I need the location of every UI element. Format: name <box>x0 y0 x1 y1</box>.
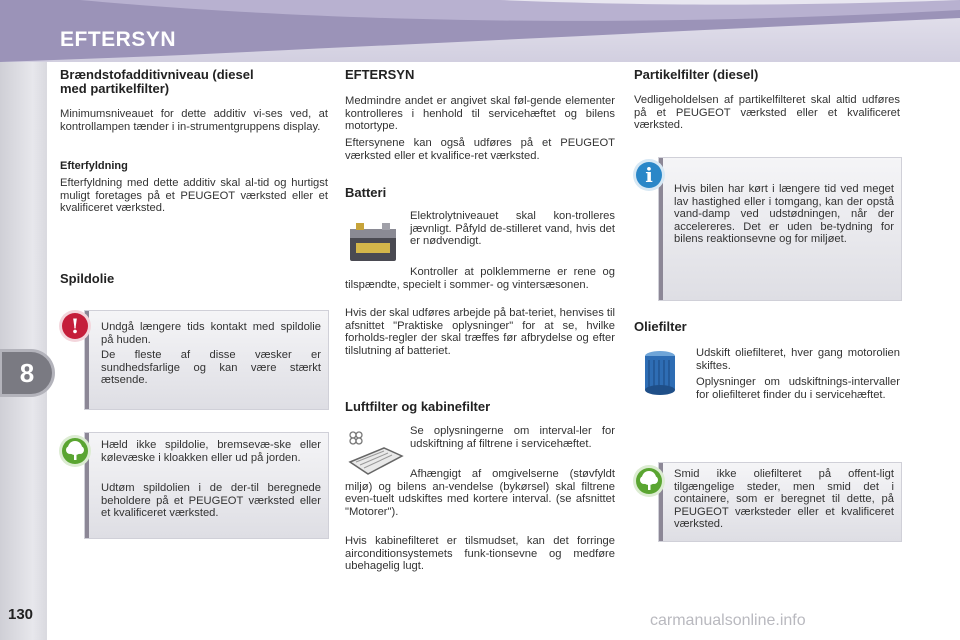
eco-spill-text-1: Hæld ikke spildolie, bremsevæ-ske eller kølevæske i kloakken eller ud på jorden. <box>101 439 321 464</box>
battery-title: Batteri <box>345 185 387 200</box>
info-box <box>658 157 902 301</box>
particle-filter-title: Partikelfilter (diesel) <box>634 67 759 82</box>
eco-spill-text-2: Udtøm spildolien i de der-til beregnede beholdere på et PEUGEOT værksted eller et kvalificeret værksted. <box>101 482 321 520</box>
page-title: EFTERSYN <box>60 28 177 51</box>
chapter-sidebar <box>0 62 47 640</box>
chapter-tab[interactable] <box>2 352 52 394</box>
info-icon: i <box>636 162 662 188</box>
spill-oil-title: Spildolie <box>60 271 115 286</box>
refill-text: Efterfyldning med dette additiv skal al-tid og hurtigst muligt foretages på et PEUGEOT værksted eller et kvalificeret værksted. <box>60 177 328 215</box>
chapter-number: 8 <box>19 358 35 388</box>
oil-filter-image <box>640 348 680 403</box>
filter-text-1: Se oplysningerne om interval-ler for udskiftning af filtrene i servicehæftet. <box>410 425 615 450</box>
additive-text: Minimumsniveauet for dette additiv vi-ses ved, at kontrollampen tænder i in-strumentgruppens display. <box>60 108 328 133</box>
oil-filter-text-2: Oplysninger om udskiftnings-intervaller for oliefilteret finder du i servicehæftet. <box>696 376 900 401</box>
warning-box <box>84 310 329 410</box>
oil-filter-title: Oliefilter <box>634 319 687 334</box>
battery-text-3: Hvis der skal udføres arbejde på bat-teriet, henvises til afsnittet "Praktiske oplysninger" for at se, hvilke forholds-regler der skal træffes før afbrydelse og efter tilslutning af batteriet. <box>345 307 615 357</box>
workshop-text: Eftersynene kan også udføres på et PEUGEOT værksted eller et kvalifice-ret værksted. <box>345 137 615 162</box>
filter-title: Luftfilter og kabinefilter <box>345 399 491 414</box>
info-text: Hvis bilen har kørt i længere tid ved meget lav hastighed eller i tomgang, kan der opstå vand-damp ved udstødningen, når der accelereres. Det er uden be-tydning for bilens reaktionsevne og for miljøet. <box>674 183 894 246</box>
battery-text-2: Kontroller at polklemmerne er rene og tilspændte, specielt i sommer- og vintersæsonen. <box>345 266 615 291</box>
eco-box-spill <box>84 432 329 539</box>
additive-title: Brændstofadditivniveau (diesel med partikelfilter) <box>60 67 254 96</box>
battery-text-1: Elektrolytniveauet skal kon-trolleres jævnligt. Påfyld de-stilleret vand, hvis det er nødvendigt. <box>410 210 615 248</box>
page-header <box>0 0 960 62</box>
eco-oil-text: Smid ikke oliefilteret på offent-ligt tilgængelige steder, men smid det i containere, som er beregnet til dette, på PEUGEOT værksteder eller et kvalificeret værksted. <box>674 468 894 531</box>
intro-text: Medmindre andet er angivet skal føl-gende elementer kontrolleres i henhold til servicehæftet og bilens motortype. <box>345 95 615 133</box>
battery-image <box>346 215 401 272</box>
section-title-eftersyn: EFTERSYN <box>345 67 415 82</box>
watermark: carmanualsonline.info <box>650 612 806 629</box>
particle-filter-text: Vedligeholdelsen af partikelfilteret skal altid udføres på et PEUGEOT værksted eller et kvalificeret værksted. <box>634 94 900 132</box>
eco-box-oil-filter <box>658 462 902 542</box>
refill-title: Efterfyldning <box>60 160 128 172</box>
page-number: 130 <box>8 606 34 623</box>
environment-tree-icon <box>62 438 88 464</box>
warning-text-2: De fleste af disse væsker er sundhedsfarlige og kan være stærkt ætsende. <box>101 349 321 387</box>
environment-tree-icon <box>636 468 662 494</box>
warning-text-1: Undgå længere tids kontakt med spildolie på huden. <box>101 321 321 346</box>
warning-icon: ! <box>62 313 88 339</box>
oil-filter-text-1: Udskift oliefilteret, hver gang motorolien skiftes. <box>696 347 900 372</box>
filter-text-2: Afhængigt af omgivelserne (støvfyldt miljø) og bilens an-vendelse (bykørsel) skal filtrene even-tuelt udskiftes med kortere interval. (se afsnittet "Motorer"). <box>345 468 615 518</box>
filter-text-3: Hvis kabinefilteret er tilsmudset, kan det forringe airconditionsystemets funk-tionsevne og medføre ubehagelig lugt. <box>345 535 615 573</box>
